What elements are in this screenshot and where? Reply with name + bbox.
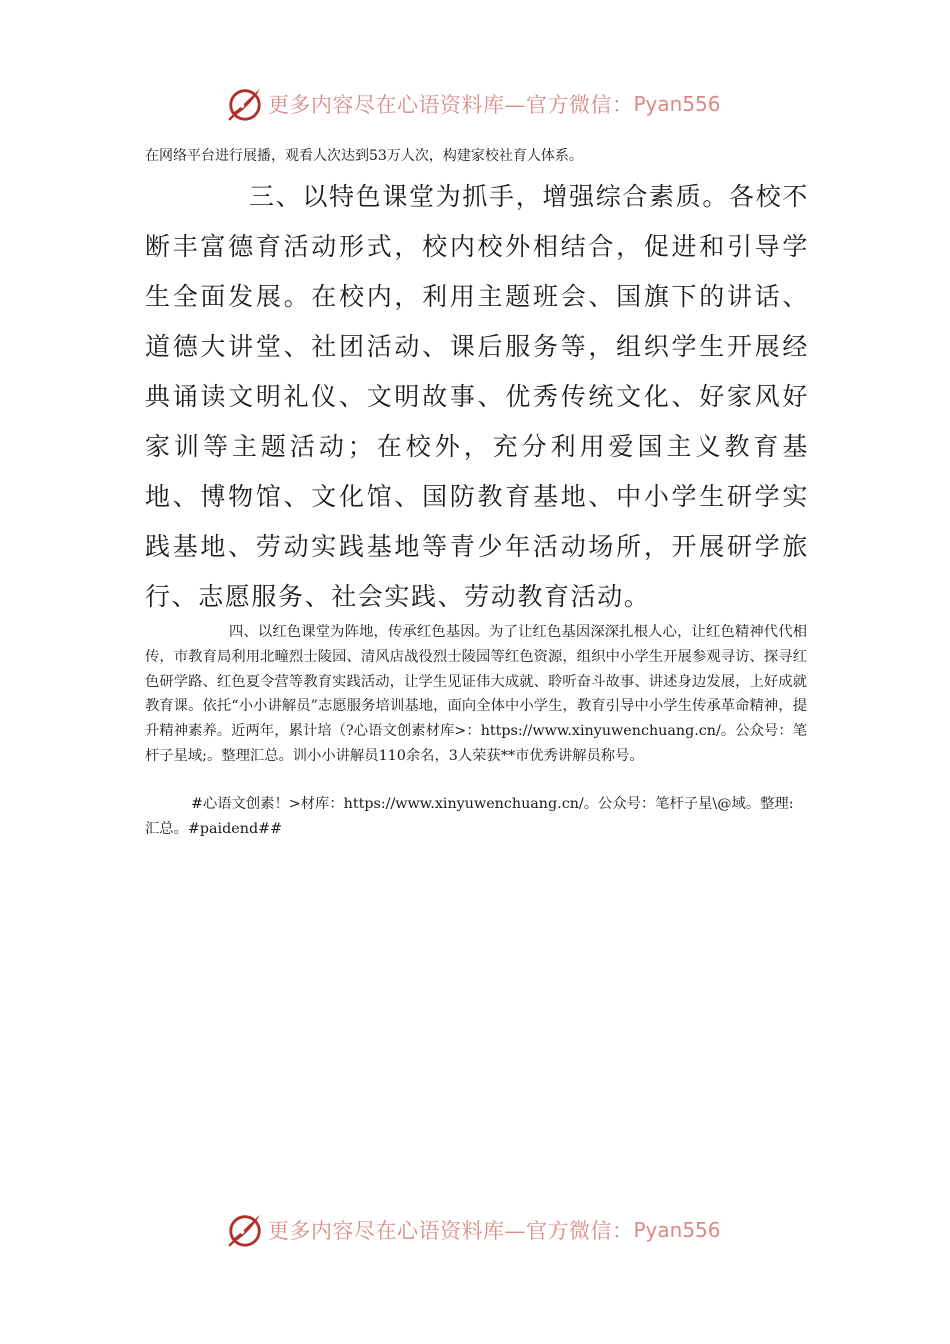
section-three-text: 三、以特色课堂为抓手，增强综合素质。各校不断丰富德育活动形式，校内校外相结合，促进和引导学生全面发展。在校内，利用主题班会、国旗下的讲话、道德大讲堂、社团活动、课后服务等，组织学生开展经典诵读文明礼仪、文明故事、优秀传统文化、好家风好家训等主题活动；在校外，充分利用爱国主义教育基地、博物馆、文化馆、国防教育基地、中小学生研学实践基地、劳动实践基地等青少年活动场所，开展研学旅行、志愿服务、社会实践、劳动教育活动。 bbox=[145, 182, 809, 611]
header-watermark-banner bbox=[0, 80, 950, 128]
watermark-paragraph bbox=[145, 792, 807, 842]
quill-pen-logo-icon bbox=[226, 85, 264, 123]
carryover-line: 在网络平台进行展播，观看人次达到53万人次，构建家校社育人体系。 bbox=[145, 148, 583, 164]
quill-pen-logo-icon bbox=[226, 1211, 264, 1249]
banner-text: 更多内容尽在心语资料库—官方微信： bbox=[268, 1219, 634, 1243]
footer-watermark-banner bbox=[0, 1206, 950, 1254]
section-three-paragraph bbox=[145, 172, 809, 622]
watermark-text: #心语文创素！>材库：https://www.xinyuwenchuang.cn/。公众号：笔杆子星\@域。整理:汇总。#paidend## bbox=[145, 796, 794, 837]
banner-wechat-id: Pyan556 bbox=[633, 1218, 721, 1242]
section-four-paragraph bbox=[145, 620, 807, 769]
banner-wechat-id: Pyan556 bbox=[633, 92, 721, 116]
banner-text: 更多内容尽在心语资料库—官方微信： bbox=[268, 93, 634, 117]
section-four-text: 四、以红色课堂为阵地，传承红色基因。为了让红色基因深深扎根人心，让红色精神代代相传，市教育局利用北疃烈士陵园、清风店战役烈士陵园等红色资源，组织中小学生开展参观寻访、探寻红色研学路、红色夏令营等教育实践活动，让学生见证伟大成就、聆听奋斗故事、讲述身边发展，上好成就教育课。依托“小小讲解员”志愿服务培训基地，面向全体中小学生，教育引导中小学生传承革命精神，提升精神素养。近两年，累计培（?心语文创素材库>：https://www.xinyuwenchuang.cn/。公众号：笔杆子星域;。整理汇总。训小小讲解员110余名，3人荣获**市优秀讲解员称号。 bbox=[145, 624, 807, 764]
